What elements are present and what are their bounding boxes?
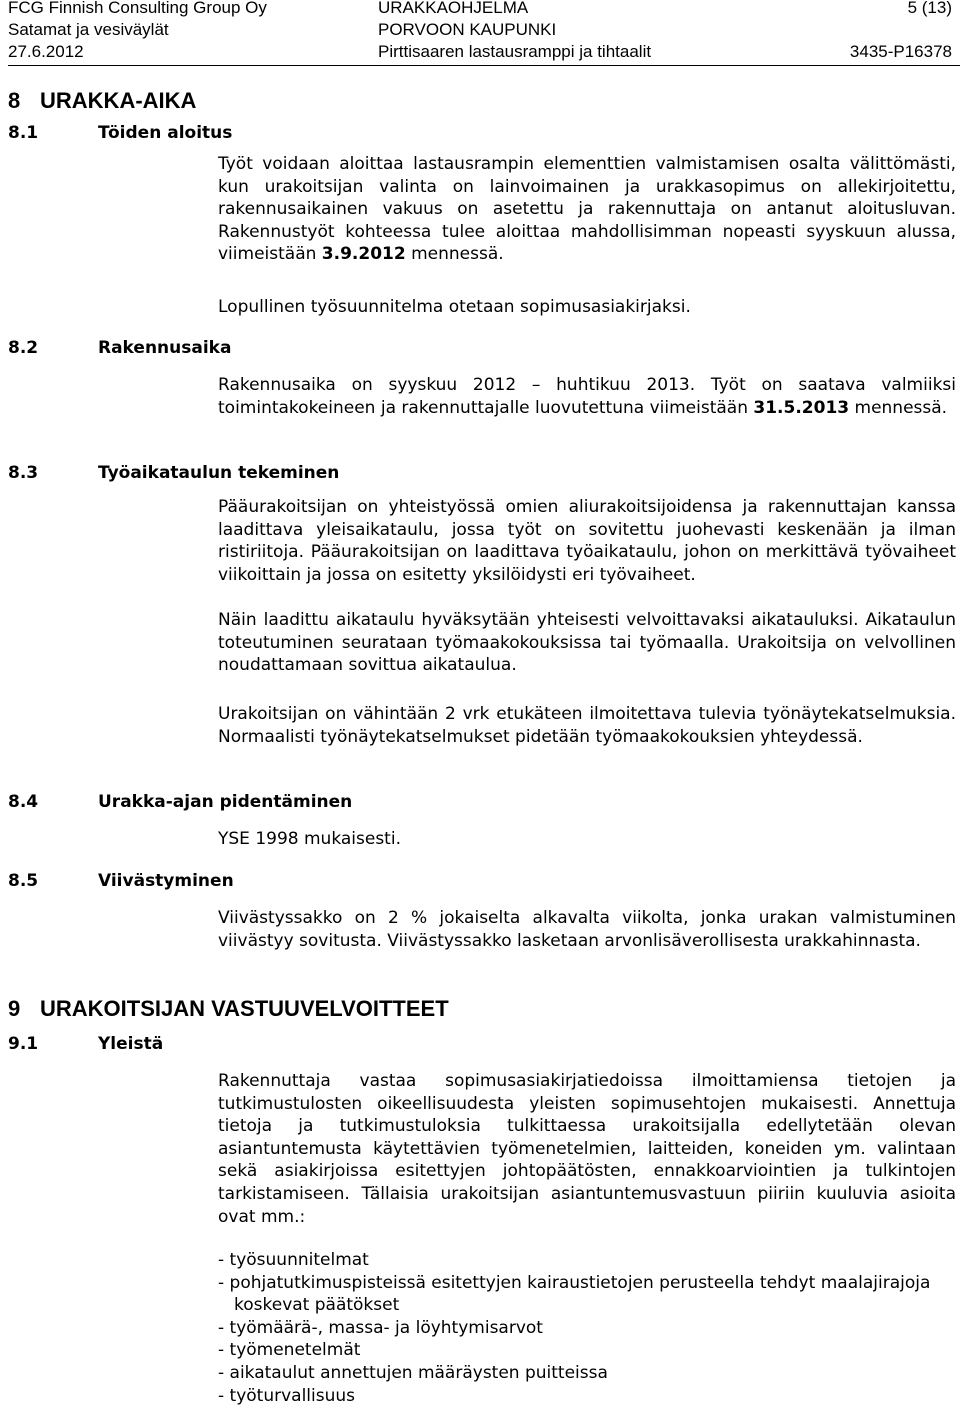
- paragraph-text: mennessä.: [405, 244, 504, 265]
- heading-title: Urakka-ajan pidentäminen: [98, 792, 353, 812]
- paragraph-contractor-expertise: Rakennuttaja vastaa sopimusasiakirjatiedoissa ilmoittamiensa tietojen ja tutkimustulosten oikeellisuudesta yleisten sopimusehtojen mukaisesti. Annettuja tietoja ja tutkimustuloksia tulkittaessa urakoitsijalla edellytetään olevan asiantuntemusta käytettävien työmenetelmien, laitteiden, koneiden ym. valintaan sekä asiakirjoissa esitettyjen johtopäätösten, ennakkoarviointien ja tulkintojen tarkistamiseen. Tällaisia urakoitsijan asiantuntemusvastuun piiriin kuuluvia asioita ovat mm.:: [218, 1071, 956, 1227]
- heading-section-9: [8, 996, 449, 1022]
- expertise-list: [218, 1249, 956, 1407]
- paragraph-work-plan: Lopullinen työsuunnitelma otetaan sopimusasiakirjaksi.: [218, 297, 691, 317]
- list-item: - työmenetelmät: [218, 1340, 361, 1361]
- heading-section-8-5: [8, 871, 234, 891]
- completion-date: 31.5.2013: [753, 397, 850, 418]
- heading-title: URAKOITSIJAN VASTUUVELVOITTEET: [40, 996, 449, 1021]
- heading-title: Rakennusaika: [98, 338, 232, 358]
- header-project: Pirttisaaren lastausramppi ja tihtaalit: [378, 42, 652, 61]
- list-item: - työsuunnitelmat: [218, 1250, 369, 1270]
- paragraph-text: Rakennusaika on syyskuu 2012 – huhtikuu 2013. Työt on saatava valmiiksi toimintakokeineen ja rakennuttajalle luovutettuna viimeistään: [218, 375, 956, 418]
- header-company: FCG Finnish Consulting Group Oy: [8, 0, 267, 17]
- heading-number: 8.4: [8, 792, 39, 812]
- heading-section-8-1: [8, 123, 232, 143]
- paragraph-delay-penalty: Viivästyssakko on 2 % jokaiselta alkavalta viikolta, jonka urakan valmistuminen viivästyy sovitusta. Viivästyssakko lasketaan arvonlisäverollisesta urakkahinnasta.: [218, 908, 956, 951]
- heading-number: 8.2: [8, 338, 39, 358]
- paragraph-construction-time: [218, 374, 956, 419]
- heading-section-8-3: [8, 463, 339, 483]
- header-project-code: 3435-P16378: [849, 42, 952, 61]
- heading-section-8-2: [8, 338, 231, 358]
- paragraph-sample-inspections: Urakoitsijan on vähintään 2 vrk etukäteen ilmoitettava tulevia työnäytekatselmuksia. Normaalisti työnäytekatselmukset pidetään työmaakokouksien yhteydessä.: [218, 704, 956, 747]
- header-client: PORVOON KAUPUNKI: [378, 20, 557, 39]
- heading-title: Työaikataulun tekeminen: [98, 463, 340, 483]
- list-item: - aikataulut annettujen määräysten puitteissa: [218, 1362, 608, 1383]
- heading-number: 8.3: [8, 463, 39, 483]
- paragraph-extension: YSE 1998 mukaisesti.: [218, 829, 401, 849]
- heading-section-9-1: [8, 1034, 163, 1054]
- heading-title: Yleistä: [98, 1034, 164, 1054]
- heading-title: URAKKA-AIKA: [40, 88, 197, 113]
- header-doc-type: URAKKAOHJELMA: [378, 0, 529, 17]
- heading-section-8-4: [8, 792, 352, 812]
- heading-number: 8: [8, 88, 21, 113]
- deadline-date: 3.9.2012: [321, 244, 406, 265]
- header-subsidiary: Satamat ja vesiväylät: [8, 20, 169, 39]
- paragraph-text: Työt voidaan aloittaa lastausrampin elementtien valmistamisen osalta välittömästi, kun urakoitsijan valinta on lainvoimainen ja urakkasopimus on allekirjoitettu, rakennusaikainen vakuus on asetettu ja rakennuttaja on antanut aloitusluvan. Rakennustyöt kohteessa tulee aloittaa mahdollisimman nopeasti syyskuun alussa, viimeistään: [218, 154, 956, 265]
- page-header: [0, 0, 960, 66]
- paragraph-text: mennessä.: [849, 397, 948, 418]
- heading-number: 9: [8, 996, 21, 1021]
- paragraph-schedule-approval: Näin laadittu aikataulu hyväksytään yhteisesti velvoittavaksi aikatauluksi. Aikataulun toteutuminen seurataan työmaakokouksissa tai työmaalla. Urakoitsija on velvollinen noudattamaan sovittua aikataulua.: [218, 610, 956, 676]
- header-date: 27.6.2012: [8, 42, 84, 61]
- list-item: - pohjatutkimuspisteissä esitettyjen kairaustietojen perusteella tehdyt maalajirajoja koskevat päätökset: [218, 1272, 931, 1316]
- header-divider: [8, 65, 960, 66]
- heading-number: 8.1: [8, 123, 39, 143]
- heading-title: Töiden aloitus: [98, 123, 233, 143]
- heading-number: 8.5: [8, 871, 39, 891]
- list-item: - työmäärä-, massa- ja löyhtymisarvot: [218, 1317, 543, 1338]
- paragraph-work-start: [218, 153, 956, 266]
- heading-section-8: [8, 88, 196, 114]
- heading-number: 9.1: [8, 1034, 39, 1054]
- heading-title: Viivästyminen: [98, 871, 234, 891]
- list-item: - työturvallisuus: [218, 1385, 356, 1406]
- header-page-number: 5 (13): [907, 0, 952, 17]
- paragraph-general-schedule: Pääurakoitsijan on yhteistyössä omien aliurakoitsijoidensa ja rakennuttajan kanssa laadittava yleisaikataulu, jossa työt on sovitettu juohevasti keskenään ja ilman ristiriitoja. Pääurakoitsijan on laadittava työaikataulu, johon on merkittävä työvaiheet viikoittain ja jossa on esitetty yksilöidysti eri työvaiheet.: [218, 497, 956, 585]
